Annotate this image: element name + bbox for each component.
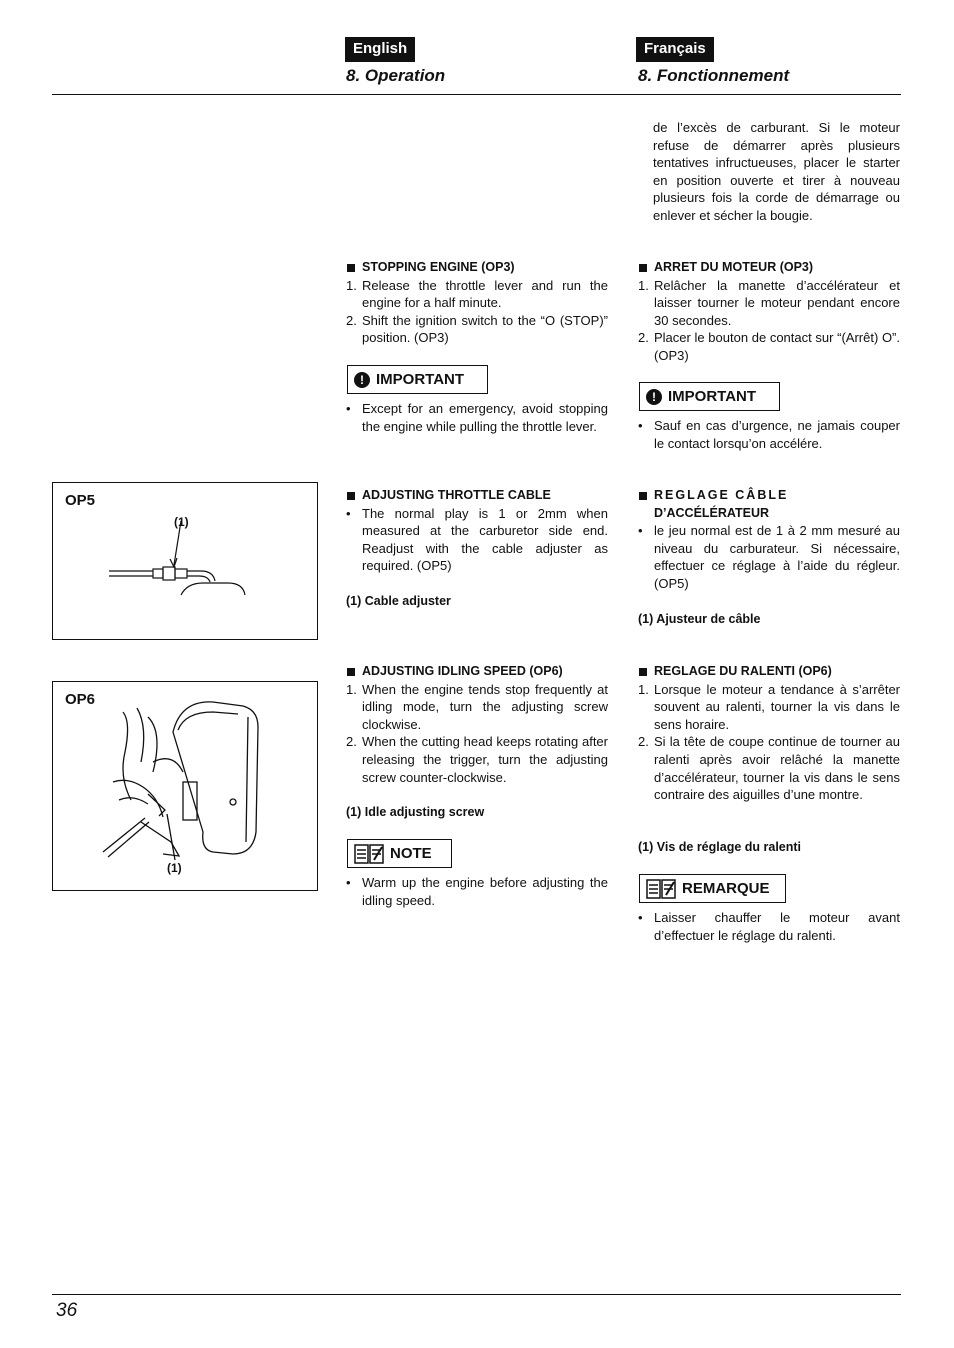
step-number: 1.	[346, 681, 357, 697]
en-idling-speed-section	[346, 663, 608, 786]
fr-important-text: Sauf en cas d’urgence, ne jamais couper le contact lorsqu’on accélére.	[654, 418, 900, 451]
exclamation-icon: !	[354, 372, 370, 388]
fr-important-section	[638, 417, 900, 452]
en-throttle-cable-text: The normal play is 1 or 2mm when measured at the carburetor side end. Readjust with the cable adjuster as required. (OP5)	[362, 505, 608, 574]
book-icon	[646, 879, 676, 899]
fr-throttle-cable-text: le jeu normal est de 1 à 2 mm mesuré au niveau du carburateur. Si nécessaire, effectuer ce réglage à l’aide du régleur. (OP5)	[654, 523, 900, 591]
fr-idling-speed-section	[638, 663, 900, 804]
en-idling-step-1: When the engine tends stop frequently at idling mode, turn the adjusting screw clockwise.	[362, 681, 608, 732]
bullet-point: •	[638, 523, 643, 539]
section-title-english: 8. Operation	[346, 66, 446, 85]
exclamation-icon: !	[646, 389, 662, 405]
language-badge-english: English	[345, 37, 415, 62]
square-bullet-icon	[639, 264, 647, 272]
en-note-section	[346, 874, 608, 909]
figure-op5-label: OP5	[65, 492, 96, 509]
bullet-point: •	[638, 910, 643, 925]
book-icon	[354, 844, 384, 864]
en-stopping-step-2: Shift the ignition switch to the “O (STOP)” position. (OP3)	[362, 312, 608, 346]
step-number: 2.	[638, 734, 649, 750]
fr-idling-step-1: Lorsque le moteur a tendance à s’arrêter souvent au ralenti, tourner la vis dans le sens horaire.	[654, 681, 900, 732]
fr-note-text: Laisser chauffer le moteur avant d’effectuer le réglage du ralenti.	[654, 910, 900, 943]
en-note-label: NOTE	[390, 845, 432, 862]
fr-stopping-step-1: Relâcher la manette d’accélérateur et laisser tourner le moteur pendant encore 30 secondes.	[654, 277, 900, 328]
en-important-text: Except for an emergency, avoid stopping the engine while pulling the throttle lever.	[362, 401, 608, 434]
en-stopping-engine-section	[346, 259, 608, 347]
bullet-point: •	[346, 505, 351, 521]
square-bullet-icon	[639, 668, 647, 676]
en-important-section	[346, 400, 608, 435]
fr-idling-step-2: Si la tête de coupe continue de tourner au ralenti après avoir relâché la manette d’accélérateur, tourner la vis dans le sens contraire des aiguilles d’une montre.	[654, 734, 900, 803]
fr-stopping-engine-section	[638, 259, 900, 365]
fr-stopping-engine-heading: ARRET DU MOTEUR (OP3)	[654, 260, 814, 274]
en-important-label: IMPORTANT	[376, 371, 465, 388]
bullet-point: •	[638, 418, 643, 433]
fr-note-section	[638, 909, 900, 944]
bullet-point: •	[346, 875, 351, 890]
step-number: 2.	[346, 734, 357, 750]
french-intro-paragraph: de l’excès de carburant. Si le moteur refuse de démarrer après plusieurs tentatives infructueuses, placer le starter en position ouverte et tirer à nouveau plusieurs fois la corde de démarrage ou enlever et sécher la bougie.	[653, 120, 900, 223]
fr-cable-caption: (1) Ajusteur de câble	[638, 612, 761, 626]
fr-stopping-step-2: Placer le bouton de contact sur “(Arrêt) O”. (OP3)	[654, 330, 900, 363]
fr-throttle-cable-section	[638, 487, 900, 593]
en-throttle-cable-heading: ADJUSTING THROTTLE CABLE	[362, 488, 551, 502]
figure-op6	[52, 681, 318, 891]
en-note-text: Warm up the engine before adjusting the idling speed.	[362, 875, 608, 908]
en-idling-speed-heading: ADJUSTING IDLING SPEED (OP6)	[362, 664, 563, 678]
en-stopping-step-1: Release the throttle lever and run the engine for a half minute.	[362, 277, 608, 311]
square-bullet-icon	[347, 492, 355, 500]
fr-throttle-cable-heading-b: D’ACCÉLÉRATEUR	[654, 505, 770, 520]
fr-idling-speed-heading: REGLAGE DU RALENTI (OP6)	[654, 664, 832, 678]
figure-op5	[52, 482, 318, 640]
step-number: 1.	[638, 681, 649, 697]
en-important-box	[347, 365, 488, 394]
figure-op6-label: OP6	[65, 691, 96, 708]
language-badge-french: Français	[636, 37, 714, 62]
square-bullet-icon	[347, 264, 355, 272]
header-rule	[52, 94, 901, 95]
page-number: 36	[56, 1300, 78, 1321]
square-bullet-icon	[347, 668, 355, 676]
fr-important-box	[639, 382, 780, 411]
en-stopping-engine-heading: STOPPING ENGINE (OP3)	[362, 260, 515, 274]
fr-important-label: IMPORTANT	[668, 388, 757, 405]
en-idling-step-2: When the cutting head keeps rotating after releasing the trigger, turn the adjusting screw counter-clockwise.	[362, 734, 608, 785]
figure-op6-callout: (1)	[167, 861, 182, 875]
en-idle-caption: (1) Idle adjusting screw	[346, 805, 485, 819]
en-throttle-cable-section	[346, 487, 608, 575]
step-number: 1.	[638, 277, 649, 293]
en-cable-caption: (1) Cable adjuster	[346, 594, 451, 608]
step-number: 2.	[638, 330, 649, 346]
step-number: 2.	[346, 312, 357, 328]
fr-note-label: REMARQUE	[682, 880, 770, 897]
carburetor-illustration	[53, 682, 317, 890]
footer-rule	[52, 1294, 901, 1295]
figure-op5-callout: (1)	[174, 515, 189, 529]
fr-note-box	[639, 874, 786, 903]
step-number: 1.	[346, 277, 357, 293]
square-bullet-icon	[639, 492, 647, 500]
section-title-french: 8. Fonctionnement	[638, 66, 790, 85]
en-note-box	[347, 839, 452, 868]
fr-idle-caption: (1) Vis de réglage du ralenti	[638, 840, 802, 854]
bullet-point: •	[346, 401, 351, 416]
fr-throttle-cable-heading-a: REGLAGE CÂBLE	[654, 488, 789, 502]
